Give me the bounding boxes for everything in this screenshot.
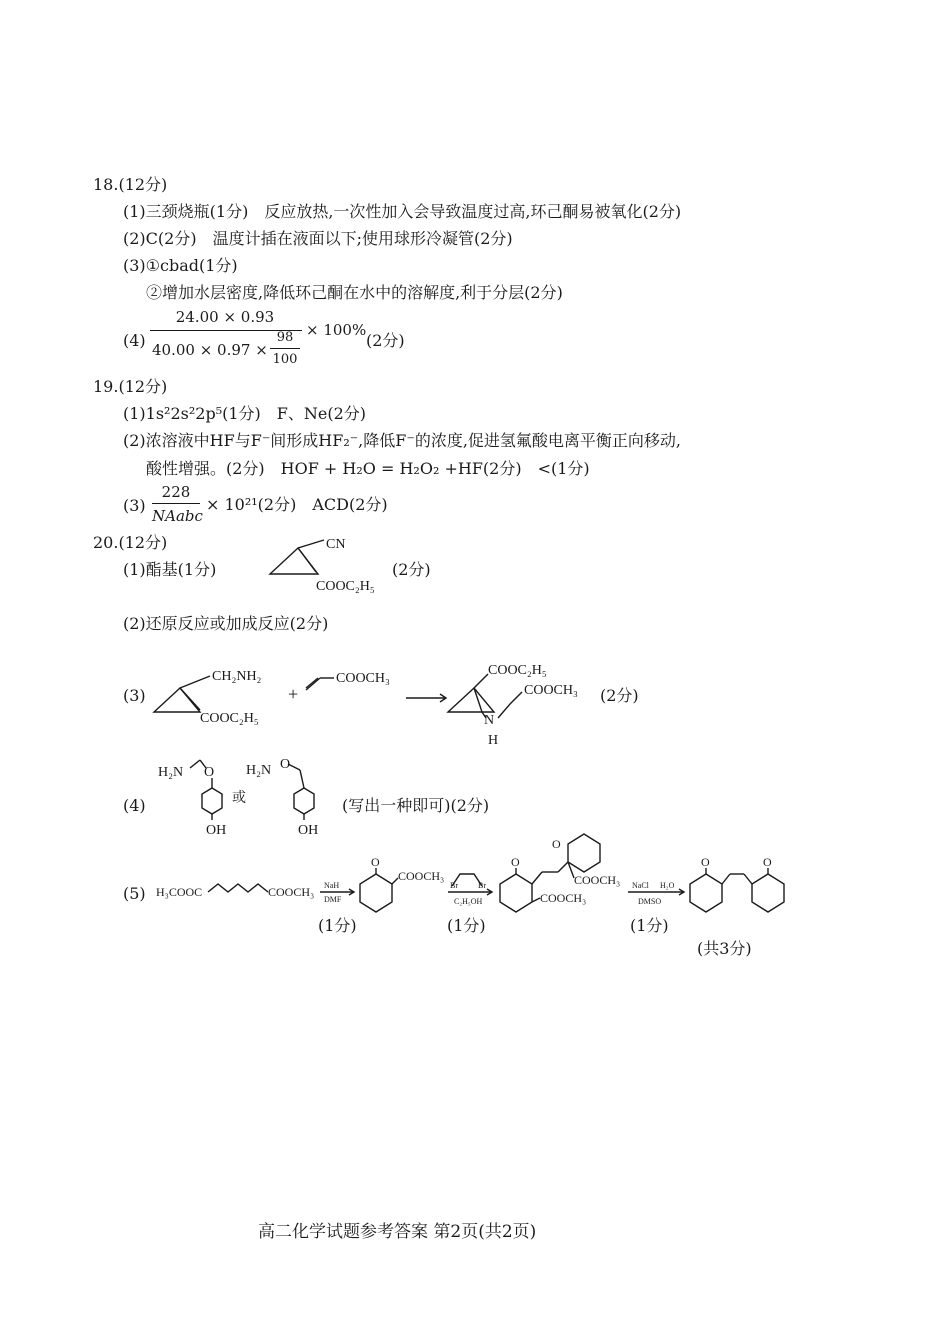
q19-density-numerator: 228 <box>161 483 191 501</box>
reagent-nacl: NaCl <box>632 881 649 890</box>
ketone-oxygen-5: O <box>763 855 772 869</box>
q19-part2-line2: 酸性增强。(2分) HOF + H₂O = H₂O₂ +HF(2分) <(1分) <box>146 459 590 478</box>
ketone-oxygen-3: O <box>552 837 561 851</box>
oxygen-label-a: O <box>204 765 215 780</box>
q20-part1: (1)酯基(1分) <box>123 560 217 579</box>
ketone-oxygen-1: O <box>371 855 380 869</box>
h2n-label-b: H₂N <box>246 763 272 778</box>
acrylate-label: COOCH₃ <box>336 671 390 686</box>
q19-density-denominator: NAabc <box>152 507 203 525</box>
oxygen-label-b: O <box>280 757 291 772</box>
q18-part4-score: (2分) <box>366 331 405 350</box>
q18-yield-percent: × 100% <box>306 321 367 339</box>
product-ester-label: COOC₂H₅ <box>488 663 547 678</box>
q20-part5-synthesis-route <box>154 828 794 916</box>
reagent-nah: NaH <box>324 881 340 890</box>
diester-left-label: H₃COOC <box>156 885 203 899</box>
q18-header: 18.(12分) <box>93 175 168 194</box>
q18-part3-2: ②增加水层密度,降低环己酮在水中的溶解度,利于分层(2分) <box>146 283 563 302</box>
q18-yield-sub-numerator: 98 <box>276 330 294 345</box>
hydroxyl-label-b: OH <box>298 823 319 838</box>
ester-label: COOC₂H₅ <box>316 579 375 594</box>
q18-part1: (1)三颈烧瓶(1分) 反应放热,一次性加入会导致温度过高,环己酮易被氧化(2分) <box>123 202 682 221</box>
q18-part3-1: (3)①cbad(1分) <box>123 256 238 275</box>
cyclopropane-cn-ester-structure <box>264 530 394 602</box>
product-methyl-ester-label: COOCH₃ <box>524 683 578 698</box>
q20-part3-label: (3) <box>123 686 146 705</box>
dimer-ester-label-bottom: COOCH₃ <box>540 891 587 905</box>
q20-part5-step1-score: (1分) <box>318 916 357 935</box>
q19-header: 19.(12分) <box>93 377 168 396</box>
ketone-oxygen-4: O <box>701 855 710 869</box>
q19-part3-label: (3) <box>123 496 146 515</box>
ester-label-3: COOC₂H₅ <box>200 711 259 726</box>
cn-label: CN <box>326 537 346 552</box>
reagent-water: H₂O <box>660 881 675 890</box>
q20-part5-step3-score: (1分) <box>630 916 669 935</box>
solvent-dmf: DMF <box>324 895 342 904</box>
q20-part4-label: (4) <box>123 796 146 815</box>
dibromide-br-left: Br <box>450 881 458 890</box>
q18-yield-sub-denominator: 100 <box>272 352 298 367</box>
q20-part5-total: (共3分) <box>697 939 752 958</box>
nitrogen-label: N <box>484 713 495 728</box>
nh-hydrogen-label: H <box>488 733 499 748</box>
q20-part3-reaction <box>148 660 668 750</box>
keto-ester-label: COOCH₃ <box>398 869 445 883</box>
q18-yield-numerator: 24.00 × 0.93 <box>175 308 275 326</box>
or-label: 或 <box>232 791 246 806</box>
diester-right-label: COOCH₃ <box>268 885 315 899</box>
solvent-dmso: DMSO <box>638 897 662 906</box>
q20-part5-label: (5) <box>123 884 146 903</box>
q19-part3-rest: × 10²¹(2分) ACD(2分) <box>206 495 388 514</box>
q20-part3-score: (2分) <box>600 686 639 705</box>
dimer-ester-label-top: COOCH₃ <box>574 873 621 887</box>
q19-part2-line1: (2)浓溶液中HF与F⁻间形成HF₂⁻,降低F⁻的浓度,促进氢氟酸电离平衡正向移动, <box>123 431 681 450</box>
q19-density-bar <box>152 503 200 504</box>
amine-label: CH₂NH₂ <box>212 669 262 684</box>
q19-part1: (1)1s²2s²2p⁵(1分) F、Ne(2分) <box>123 404 367 423</box>
q18-yield-denominator: 40.00 × 0.97 × <box>152 341 268 359</box>
q20-part4-note: (写出一种即可)(2分) <box>342 796 490 815</box>
solvent-ethanol: C₂H₅OH <box>454 897 483 906</box>
q18-yield-sub-bar <box>270 348 300 349</box>
ketone-oxygen-2: O <box>511 855 520 869</box>
q18-part4-label: (4) <box>123 331 146 350</box>
q20-header: 20.(12分) <box>93 533 168 552</box>
dibromide-br-right: Br <box>478 881 486 890</box>
q20-part1-score: (2分) <box>392 560 431 579</box>
plus-sign: + <box>288 684 299 704</box>
hydroxyl-label-a: OH <box>206 823 227 838</box>
page-footer: 高二化学试题参考答案 第2页(共2页) <box>258 1222 537 1242</box>
q20-part2: (2)还原反应或加成反应(2分) <box>123 614 329 633</box>
h2n-label-a: H₂N <box>158 765 184 780</box>
q20-part5-step2-score: (1分) <box>447 916 486 935</box>
q18-part2: (2)C(2分) 温度计插在液面以下;使用球形冷凝管(2分) <box>123 229 513 248</box>
